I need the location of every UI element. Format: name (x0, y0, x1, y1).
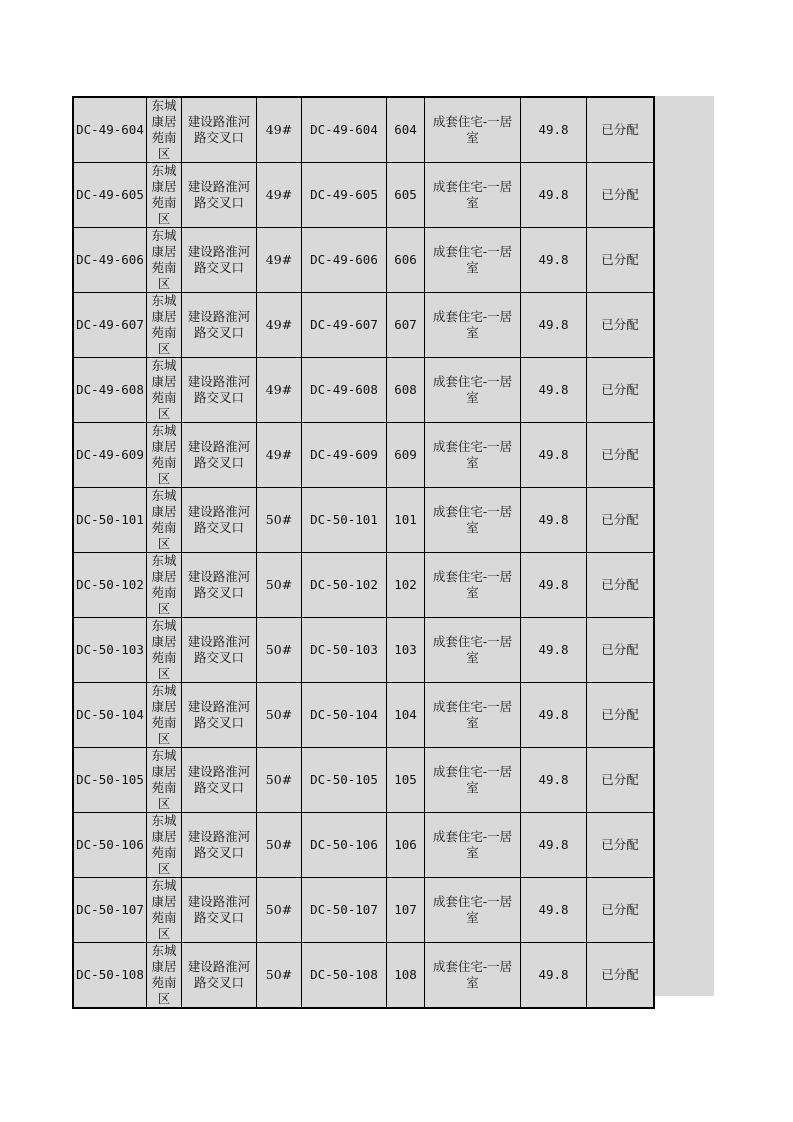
cell-community[interactable] (147, 618, 182, 683)
community-text: 东城康居苑南区 (151, 748, 177, 811)
cell-location[interactable] (182, 878, 257, 943)
cell-area-size[interactable]: 49.8 (521, 488, 587, 553)
cell-location[interactable] (182, 163, 257, 228)
cell-type[interactable] (425, 878, 521, 943)
cell-unit-code[interactable]: DC-49-605 (302, 163, 387, 228)
cell-community[interactable] (147, 163, 182, 228)
cell-community[interactable] (147, 358, 182, 423)
cell-type[interactable] (425, 813, 521, 878)
type-text: 成套住宅-一居室 (432, 309, 513, 340)
cell-building[interactable]: 50# (257, 878, 302, 943)
housing-allocation-table (72, 96, 655, 1009)
cell-unit-code[interactable]: DC-50-101 (302, 488, 387, 553)
cell-type[interactable] (425, 488, 521, 553)
cell-area-size[interactable]: 49.8 (521, 553, 587, 618)
type-text: 成套住宅-一居室 (432, 634, 513, 665)
cell-area-size[interactable]: 49.8 (521, 878, 587, 943)
type-text: 成套住宅-一居室 (432, 374, 513, 405)
cell-unit-code[interactable]: DC-50-105 (302, 748, 387, 813)
table-row (73, 813, 654, 878)
location-text: 建设路淮河路交叉口 (187, 894, 251, 925)
community-text: 东城康居苑南区 (151, 98, 177, 161)
community-text: 东城康居苑南区 (151, 293, 177, 356)
community-text: 东城康居苑南区 (151, 163, 177, 226)
table-row (73, 228, 654, 293)
location-text: 建设路淮河路交叉口 (187, 439, 251, 470)
cell-status[interactable]: 已分配 (587, 878, 655, 943)
location-text: 建设路淮河路交叉口 (187, 569, 251, 600)
cell-community[interactable] (147, 878, 182, 943)
table-body (73, 97, 654, 1008)
cell-building[interactable]: 49# (257, 293, 302, 358)
cell-unit-id[interactable]: DC-50-103 (73, 618, 147, 683)
cell-type[interactable] (425, 97, 521, 163)
cell-unit-id[interactable]: DC-49-609 (73, 423, 147, 488)
cell-status[interactable]: 已分配 (587, 423, 655, 488)
cell-unit-code[interactable]: DC-49-609 (302, 423, 387, 488)
cell-building[interactable]: 49# (257, 228, 302, 293)
type-text: 成套住宅-一居室 (432, 244, 513, 275)
type-text: 成套住宅-一居室 (432, 569, 513, 600)
cell-unit-code[interactable]: DC-50-102 (302, 553, 387, 618)
cell-unit-code[interactable]: DC-50-104 (302, 683, 387, 748)
cell-status[interactable]: 已分配 (587, 683, 655, 748)
type-text: 成套住宅-一居室 (432, 504, 513, 535)
table-row (73, 553, 654, 618)
community-text: 东城康居苑南区 (151, 228, 177, 291)
cell-unit-id[interactable]: DC-49-605 (73, 163, 147, 228)
cell-room[interactable]: 106 (387, 813, 425, 878)
cell-building[interactable]: 49# (257, 423, 302, 488)
cell-status[interactable]: 已分配 (587, 97, 655, 163)
type-text: 成套住宅-一居室 (432, 959, 513, 990)
cell-status[interactable]: 已分配 (587, 293, 655, 358)
community-text: 东城康居苑南区 (151, 943, 177, 1006)
table-row (73, 358, 654, 423)
cell-location[interactable] (182, 293, 257, 358)
cell-building[interactable]: 50# (257, 553, 302, 618)
cell-location[interactable] (182, 358, 257, 423)
cell-unit-id[interactable]: DC-50-106 (73, 813, 147, 878)
cell-community[interactable] (147, 553, 182, 618)
cell-unit-code[interactable]: DC-50-106 (302, 813, 387, 878)
location-text: 建设路淮河路交叉口 (187, 374, 251, 405)
cell-status[interactable]: 已分配 (587, 618, 655, 683)
cell-location[interactable] (182, 748, 257, 813)
cell-location[interactable] (182, 228, 257, 293)
cell-community[interactable] (147, 683, 182, 748)
cell-type[interactable] (425, 293, 521, 358)
cell-building[interactable]: 49# (257, 97, 302, 163)
cell-unit-id[interactable]: DC-50-107 (73, 878, 147, 943)
cell-unit-id[interactable]: DC-50-104 (73, 683, 147, 748)
location-text: 建设路淮河路交叉口 (187, 959, 251, 990)
location-text: 建设路淮河路交叉口 (187, 699, 251, 730)
cell-community[interactable] (147, 423, 182, 488)
cell-type[interactable] (425, 943, 521, 1009)
cell-unit-code[interactable]: DC-49-607 (302, 293, 387, 358)
cell-type[interactable] (425, 423, 521, 488)
cell-type[interactable] (425, 748, 521, 813)
cell-location[interactable] (182, 423, 257, 488)
location-text: 建设路淮河路交叉口 (187, 764, 251, 795)
table-row (73, 943, 654, 1009)
cell-location[interactable] (182, 683, 257, 748)
cell-unit-id[interactable]: DC-49-604 (73, 97, 147, 163)
cell-building[interactable]: 50# (257, 943, 302, 1009)
community-text: 东城康居苑南区 (151, 813, 177, 876)
type-text: 成套住宅-一居室 (432, 439, 513, 470)
cell-location[interactable] (182, 97, 257, 163)
cell-location[interactable] (182, 813, 257, 878)
cell-unit-code[interactable]: DC-49-608 (302, 358, 387, 423)
table-row (73, 293, 654, 358)
cell-location[interactable] (182, 488, 257, 553)
community-text: 东城康居苑南区 (151, 488, 177, 551)
type-text: 成套住宅-一居室 (432, 114, 513, 145)
cell-room[interactable]: 108 (387, 943, 425, 1009)
cell-community[interactable] (147, 293, 182, 358)
type-text: 成套住宅-一居室 (432, 829, 513, 860)
cell-room[interactable]: 606 (387, 228, 425, 293)
community-text: 东城康居苑南区 (151, 423, 177, 486)
cell-room[interactable]: 107 (387, 878, 425, 943)
table-row (73, 618, 654, 683)
community-text: 东城康居苑南区 (151, 878, 177, 941)
cell-type[interactable] (425, 553, 521, 618)
cell-room[interactable]: 609 (387, 423, 425, 488)
type-text: 成套住宅-一居室 (432, 764, 513, 795)
table-row (73, 878, 654, 943)
community-text: 东城康居苑南区 (151, 618, 177, 681)
cell-unit-id[interactable]: DC-50-108 (73, 943, 147, 1009)
cell-unit-id[interactable]: DC-49-606 (73, 228, 147, 293)
cell-unit-id[interactable]: DC-50-105 (73, 748, 147, 813)
cell-area-size[interactable]: 49.8 (521, 683, 587, 748)
type-text: 成套住宅-一居室 (432, 699, 513, 730)
table-row (73, 423, 654, 488)
cell-community[interactable] (147, 488, 182, 553)
cell-status[interactable]: 已分配 (587, 943, 655, 1009)
table-row (73, 683, 654, 748)
cell-area-size[interactable]: 49.8 (521, 813, 587, 878)
cell-room[interactable]: 607 (387, 293, 425, 358)
cell-location[interactable] (182, 553, 257, 618)
cell-room[interactable]: 101 (387, 488, 425, 553)
cell-type[interactable] (425, 618, 521, 683)
cell-type[interactable] (425, 358, 521, 423)
table-row (73, 488, 654, 553)
cell-area-size[interactable]: 49.8 (521, 293, 587, 358)
cell-community[interactable] (147, 97, 182, 163)
community-text: 东城康居苑南区 (151, 553, 177, 616)
cell-unit-id[interactable]: DC-49-607 (73, 293, 147, 358)
cell-building[interactable]: 50# (257, 748, 302, 813)
cell-area-size[interactable]: 49.8 (521, 163, 587, 228)
cell-area-size[interactable]: 49.8 (521, 618, 587, 683)
cell-unit-code[interactable]: DC-50-107 (302, 878, 387, 943)
cell-status[interactable]: 已分配 (587, 228, 655, 293)
sheet-side-panel (646, 96, 714, 996)
type-text: 成套住宅-一居室 (432, 179, 513, 210)
cell-building[interactable]: 49# (257, 358, 302, 423)
cell-building[interactable]: 50# (257, 618, 302, 683)
cell-room[interactable]: 105 (387, 748, 425, 813)
cell-location[interactable] (182, 943, 257, 1009)
location-text: 建设路淮河路交叉口 (187, 179, 251, 210)
cell-status[interactable]: 已分配 (587, 488, 655, 553)
cell-type[interactable] (425, 228, 521, 293)
location-text: 建设路淮河路交叉口 (187, 244, 251, 275)
cell-location[interactable] (182, 618, 257, 683)
community-text: 东城康居苑南区 (151, 358, 177, 421)
cell-unit-id[interactable]: DC-50-102 (73, 553, 147, 618)
cell-community[interactable] (147, 813, 182, 878)
cell-community[interactable] (147, 748, 182, 813)
cell-room[interactable]: 103 (387, 618, 425, 683)
cell-area-size[interactable]: 49.8 (521, 228, 587, 293)
cell-building[interactable]: 49# (257, 163, 302, 228)
location-text: 建设路淮河路交叉口 (187, 829, 251, 860)
location-text: 建设路淮河路交叉口 (187, 634, 251, 665)
cell-room[interactable]: 102 (387, 553, 425, 618)
cell-status[interactable]: 已分配 (587, 358, 655, 423)
cell-area-size[interactable]: 49.8 (521, 943, 587, 1009)
cell-unit-code[interactable]: DC-49-604 (302, 97, 387, 163)
cell-room[interactable]: 605 (387, 163, 425, 228)
cell-type[interactable] (425, 683, 521, 748)
cell-building[interactable]: 50# (257, 488, 302, 553)
cell-area-size[interactable]: 49.8 (521, 358, 587, 423)
cell-status[interactable]: 已分配 (587, 813, 655, 878)
cell-unit-id[interactable]: DC-50-101 (73, 488, 147, 553)
cell-building[interactable]: 50# (257, 813, 302, 878)
cell-status[interactable]: 已分配 (587, 748, 655, 813)
location-text: 建设路淮河路交叉口 (187, 504, 251, 535)
cell-community[interactable] (147, 228, 182, 293)
cell-room[interactable]: 104 (387, 683, 425, 748)
cell-unit-code[interactable]: DC-49-606 (302, 228, 387, 293)
location-text: 建设路淮河路交叉口 (187, 114, 251, 145)
cell-area-size[interactable]: 49.8 (521, 748, 587, 813)
type-text: 成套住宅-一居室 (432, 894, 513, 925)
cell-community[interactable] (147, 943, 182, 1009)
community-text: 东城康居苑南区 (151, 683, 177, 746)
cell-unit-code[interactable]: DC-50-108 (302, 943, 387, 1009)
table-row (73, 97, 654, 163)
cell-building[interactable]: 50# (257, 683, 302, 748)
cell-status[interactable]: 已分配 (587, 553, 655, 618)
cell-room[interactable]: 608 (387, 358, 425, 423)
table-row (73, 748, 654, 813)
cell-type[interactable] (425, 163, 521, 228)
cell-unit-id[interactable]: DC-49-608 (73, 358, 147, 423)
cell-area-size[interactable]: 49.8 (521, 423, 587, 488)
location-text: 建设路淮河路交叉口 (187, 309, 251, 340)
cell-room[interactable]: 604 (387, 97, 425, 163)
table-row (73, 163, 654, 228)
cell-area-size[interactable]: 49.8 (521, 97, 587, 163)
cell-unit-code[interactable]: DC-50-103 (302, 618, 387, 683)
cell-status[interactable]: 已分配 (587, 163, 655, 228)
